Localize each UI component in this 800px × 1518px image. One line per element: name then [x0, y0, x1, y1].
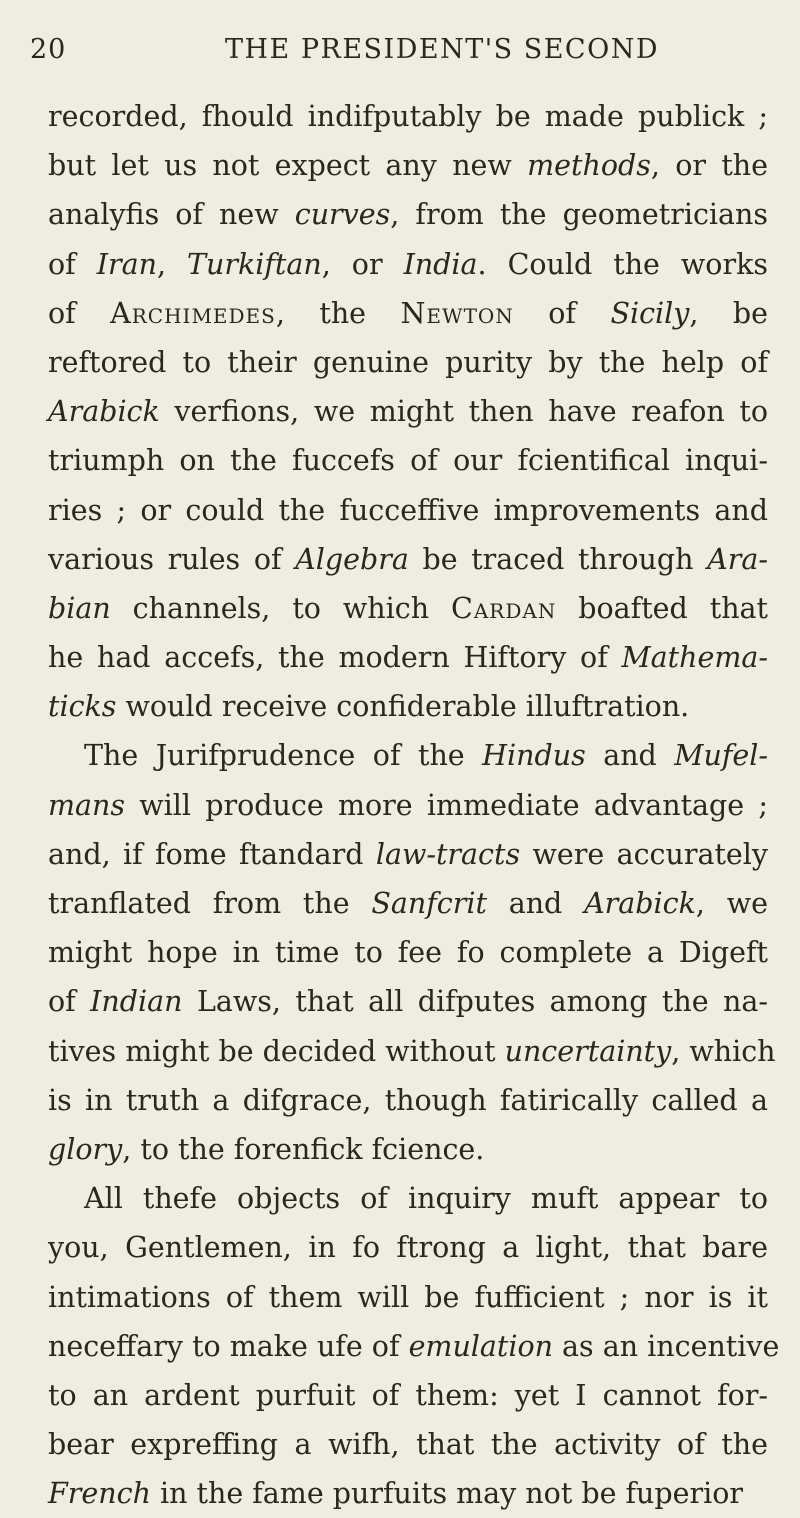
text-segment: , from the geometricians [390, 198, 768, 232]
small-caps-text: Archimedes [110, 296, 276, 330]
text-line [48, 387, 768, 436]
text-line [48, 731, 768, 780]
text-segment: and [486, 887, 585, 920]
italic-text: mans [48, 788, 125, 822]
text-segment: The Jurifprudence of the [84, 739, 483, 773]
text-segment: he had accefs, the modern Hiftory of [48, 641, 622, 675]
text-segment: of [48, 296, 111, 330]
text-segment: tranflated from the [48, 887, 372, 920]
text-segment: of [513, 296, 611, 330]
text-line [48, 928, 768, 977]
text-line [48, 1469, 768, 1518]
text-segment: tives might be decided without [48, 1034, 505, 1068]
text-segment: will produce more immediate advantage ; [125, 788, 768, 822]
italic-text: uncertainty [504, 1034, 672, 1068]
italic-text: Mufel- [674, 739, 768, 773]
page-number: 20 [30, 34, 67, 65]
text-segment: of [48, 985, 91, 1019]
italic-text: Turkiftan [187, 247, 322, 281]
text-line [48, 1076, 768, 1125]
italic-text: Indian [90, 985, 183, 1019]
running-title: THE PRESIDENT'S SECOND [225, 34, 659, 65]
italic-text: Hindus [482, 739, 586, 773]
text-segment: All thefe objects of inquiry muft appear to [84, 1182, 768, 1216]
text-segment: ries ; or could the fucceffive improvements and [48, 493, 768, 527]
text-segment: recorded, fhould indifputably be made publick ; [48, 100, 768, 133]
text-line [48, 781, 768, 830]
text-line [48, 92, 768, 141]
text-segment: Laws, that all difputes among the na- [182, 985, 768, 1019]
italic-text: ticks [48, 690, 117, 724]
text-line [48, 1125, 768, 1174]
text-line [48, 486, 768, 535]
text-segment: , the [275, 296, 401, 330]
text-segment: channels, to which [110, 591, 452, 625]
text-segment: is in truth a difgrace, though fatirically called a [48, 1083, 768, 1117]
text-segment: you, Gentlemen, in fo ftrong a light, that bare [48, 1231, 768, 1265]
text-line [48, 584, 768, 633]
italic-text: Iran [96, 247, 157, 281]
text-line [48, 1273, 768, 1322]
italic-text: Sanfcrit [371, 887, 487, 920]
body-text [48, 92, 780, 1518]
italic-text: emulation [408, 1329, 553, 1363]
text-line [48, 977, 768, 1026]
text-segment: boafted that [556, 591, 768, 625]
italic-text: Mathema- [621, 641, 768, 675]
italic-text: methods [527, 149, 651, 183]
text-segment: be traced through [408, 542, 708, 576]
text-segment: would receive confiderable illuftration. [116, 690, 690, 724]
text-segment: as an incentive [553, 1329, 780, 1363]
italic-text: Sicily [610, 296, 690, 330]
text-line [48, 1371, 768, 1420]
text-line [48, 190, 768, 239]
text-line [48, 436, 768, 485]
text-line [48, 879, 768, 928]
text-segment: , or [321, 247, 404, 281]
text-segment: analyfis of new [48, 198, 295, 232]
italic-text: Ara- [707, 542, 768, 576]
italic-text: Arabick [48, 395, 160, 429]
italic-text: law-tracts [375, 837, 521, 871]
text-segment: neceffary to make ufe of [48, 1329, 409, 1363]
text-segment: reftored to their genuine purity by the help of [48, 345, 768, 379]
text-segment: but let us not expect any new [48, 149, 528, 183]
text-segment: bear expreffing a wifh, that the activity of the [48, 1428, 768, 1462]
text-line [48, 682, 768, 731]
small-caps-text: Cardan [451, 591, 557, 625]
text-segment: in the fame purfuits may not be fuperior [150, 1477, 744, 1511]
text-segment: triumph on the fuccefs of our fcientifical inqui- [48, 444, 768, 478]
text-line [48, 1027, 776, 1076]
italic-text: India [403, 247, 478, 281]
text-line [48, 633, 768, 682]
text-line [48, 830, 768, 879]
text-segment: , which [671, 1034, 776, 1068]
italic-text: French [48, 1477, 151, 1511]
text-line [48, 289, 768, 338]
text-segment: . Could the works [477, 247, 768, 281]
text-segment: , or the [650, 149, 768, 183]
text-line [48, 1223, 768, 1272]
text-segment: to an ardent purfuit of them: yet I cannot for- [48, 1378, 768, 1412]
italic-text: curves [294, 198, 391, 232]
italic-text: Arabick [584, 887, 696, 920]
text-segment: various rules of [48, 542, 296, 576]
text-segment: , [156, 247, 187, 281]
text-line [48, 1174, 768, 1223]
text-line [48, 1420, 768, 1469]
text-segment: might hope in time to fee fo complete a Digeft [48, 936, 768, 970]
text-segment: , we [695, 887, 768, 920]
text-segment: , be [689, 296, 768, 330]
text-segment: of [48, 247, 97, 281]
text-segment: verfions, we might then have reafon to [159, 395, 768, 429]
text-line [48, 535, 768, 584]
text-line [48, 338, 768, 387]
text-segment: and [585, 739, 675, 773]
text-line [48, 1322, 780, 1371]
text-segment: , to the forenfick fcience. [122, 1132, 485, 1166]
page-header [30, 28, 750, 68]
text-segment: intimations of them will be fufficient ; nor is it [48, 1280, 768, 1314]
text-segment: and, if fome ftandard [48, 837, 376, 871]
italic-text: Algebra [295, 542, 409, 576]
small-caps-text: Newton [400, 296, 514, 330]
text-line [48, 240, 768, 289]
italic-text: bian [48, 591, 111, 625]
italic-text: glory [48, 1132, 123, 1166]
text-segment: were accurately [520, 837, 768, 871]
text-line [48, 141, 768, 190]
